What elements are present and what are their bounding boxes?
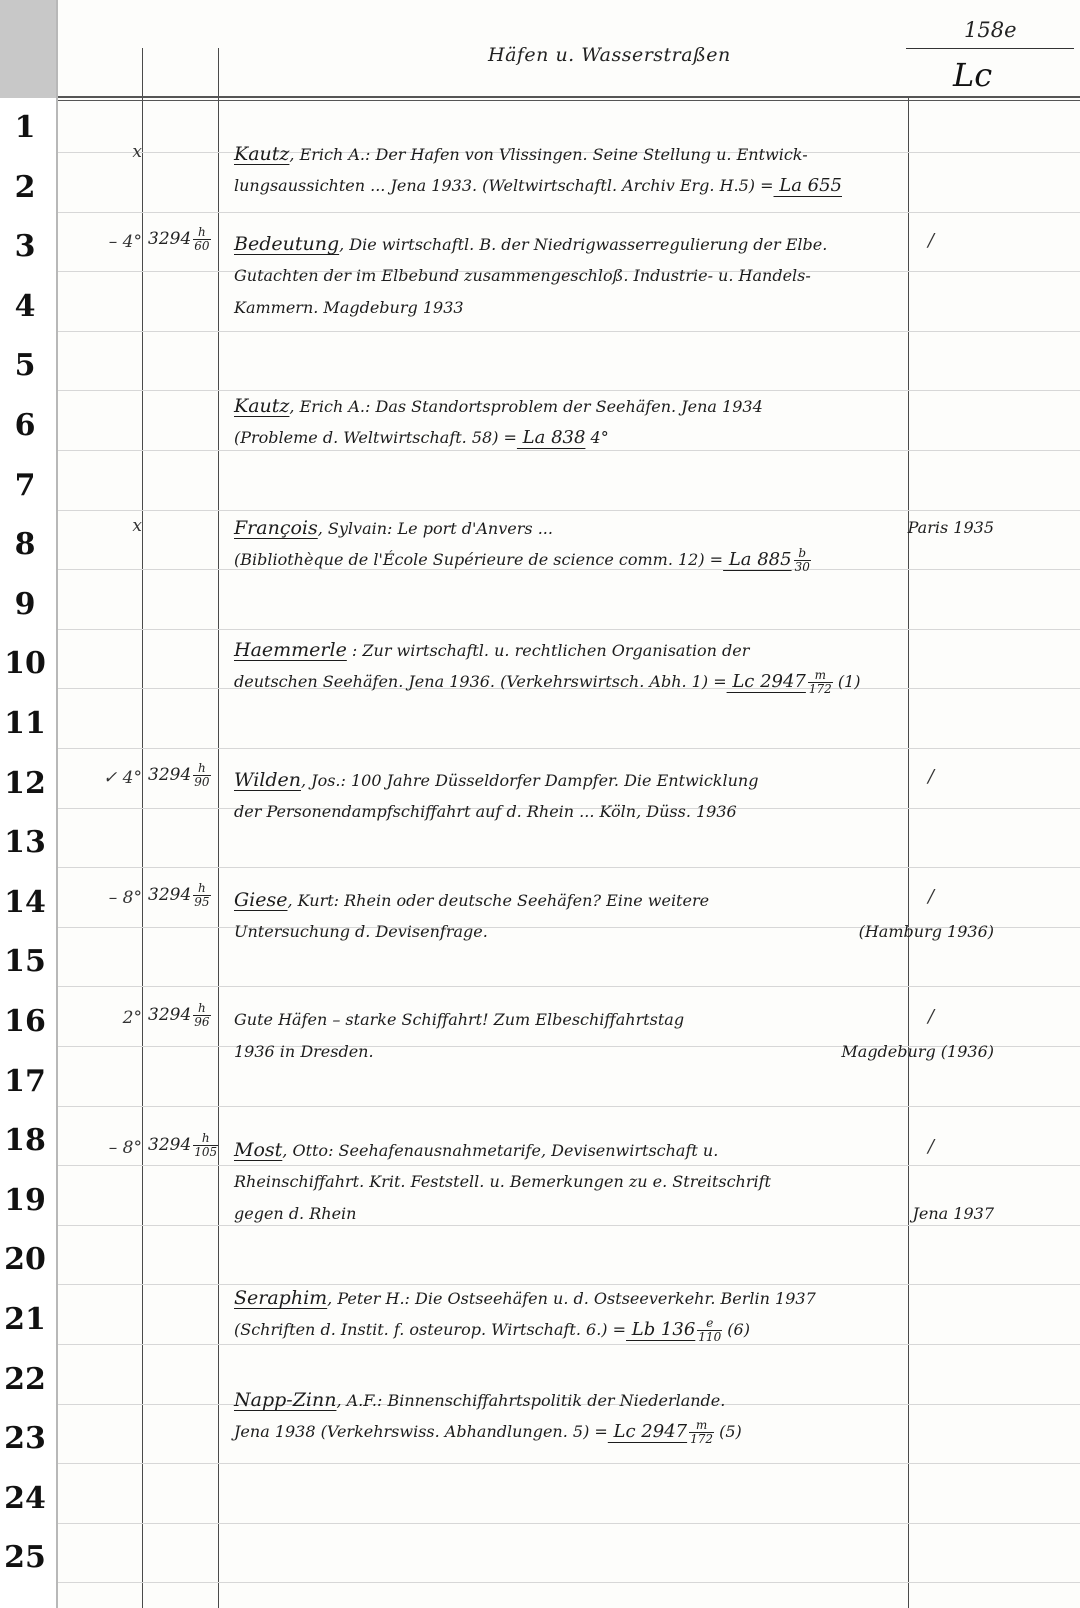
entry-text: (Schriften d. Instit. f. osteurop. Wirtschaft. 6.) = bbox=[234, 1320, 627, 1339]
bibliography-entry bbox=[234, 764, 994, 828]
bibliography-entry bbox=[234, 884, 994, 948]
margin-mark: x bbox=[132, 142, 142, 162]
entry-line bbox=[234, 544, 994, 576]
entry-text: Untersuchung d. Devisenfrage. bbox=[234, 922, 488, 941]
ruled-line bbox=[58, 748, 1080, 749]
fraction-denominator: 95 bbox=[194, 895, 210, 909]
line-number: 11 bbox=[4, 706, 46, 741]
check-mark: / bbox=[928, 230, 935, 251]
fraction-numerator: m bbox=[808, 669, 833, 683]
line-number: 21 bbox=[4, 1302, 46, 1337]
call-number bbox=[148, 882, 211, 909]
shelfmark: La 885 bbox=[723, 549, 792, 570]
entry-text: der Personendampfschiffahrt auf d. Rhein ... Köln, Düss. 1936 bbox=[234, 802, 737, 821]
fraction-denominator: 96 bbox=[194, 1015, 210, 1029]
entry-line bbox=[234, 1282, 994, 1314]
ruled-line bbox=[58, 629, 1080, 630]
ruled-line bbox=[58, 212, 1080, 213]
column-divider-middle bbox=[218, 48, 219, 1608]
call-number bbox=[148, 762, 211, 789]
fraction-denominator: 105 bbox=[194, 1145, 218, 1159]
entry-line bbox=[234, 170, 994, 202]
ruled-line bbox=[58, 1523, 1080, 1524]
entry-line bbox=[234, 916, 994, 948]
line-number: 20 bbox=[4, 1242, 46, 1278]
entry-text: (Bibliothèque de l'École Supérieure de science comm. 12) = bbox=[234, 550, 724, 569]
column-divider-right bbox=[908, 98, 909, 1608]
entry-author: Kautz bbox=[234, 143, 290, 165]
line-number: 18 bbox=[4, 1123, 46, 1159]
entry-text: : Zur wirtschaftl. u. rechtlichen Organisation der bbox=[346, 641, 750, 660]
entry-author: François bbox=[234, 517, 318, 539]
fraction-numerator: h bbox=[193, 1132, 218, 1146]
shelfmark-suffix: 4° bbox=[585, 428, 609, 447]
fraction-denominator: 172 bbox=[808, 682, 832, 696]
bibliography-entry bbox=[234, 1384, 994, 1448]
entry-text: , Die wirtschaftl. B. der Niedrigwasserregulierung der Elbe. bbox=[339, 235, 828, 254]
entry-author: Seraphim bbox=[234, 1287, 328, 1309]
fraction bbox=[808, 669, 833, 696]
line-number: 14 bbox=[4, 884, 46, 920]
entry-line bbox=[234, 884, 994, 916]
ruled-line bbox=[58, 510, 1080, 511]
entry-line bbox=[234, 1166, 994, 1198]
fraction-numerator: b bbox=[794, 547, 811, 561]
line-number: 22 bbox=[4, 1361, 46, 1397]
line-number: 4 bbox=[14, 288, 36, 324]
entry-text: , A.F.: Binnenschiffahrtspolitik der Niederlande. bbox=[336, 1391, 726, 1410]
line-number: 5 bbox=[14, 348, 36, 384]
entry-author: Wilden bbox=[234, 769, 301, 791]
fraction bbox=[193, 1002, 210, 1029]
ruled-line bbox=[58, 986, 1080, 987]
entry-line bbox=[234, 1004, 994, 1036]
shelf-signature: Lc bbox=[953, 56, 993, 94]
fraction-numerator: m bbox=[689, 1419, 714, 1433]
check-mark: / bbox=[928, 1006, 935, 1027]
call-number bbox=[148, 226, 211, 253]
entry-place-year: Jena 1937 bbox=[912, 1204, 994, 1223]
fraction bbox=[193, 762, 210, 789]
entry-text: 1936 in Dresden. bbox=[234, 1042, 374, 1061]
fraction bbox=[689, 1419, 714, 1446]
margin-mark: – 4° bbox=[108, 232, 142, 252]
entry-text: , Kurt: Rhein oder deutsche Seehäfen? Eine weitere bbox=[287, 891, 710, 910]
fraction bbox=[193, 882, 210, 909]
entry-text: Gute Häfen – starke Schiffahrt! Zum Elbeschiffahrtstag bbox=[234, 1010, 685, 1029]
entry-author: Napp-Zinn bbox=[234, 1389, 337, 1411]
fraction-numerator: h bbox=[193, 226, 210, 240]
line-number: 17 bbox=[4, 1063, 46, 1099]
entry-author: Most bbox=[234, 1139, 283, 1161]
margin-mark: – 8° bbox=[108, 1138, 142, 1158]
line-number: 7 bbox=[14, 467, 36, 503]
page-number-underline bbox=[906, 48, 1074, 49]
entry-text: deutschen Seehäfen. Jena 1936. (Verkehrswirtsch. Abh. 1) = bbox=[234, 672, 727, 691]
entry-line bbox=[234, 138, 994, 170]
ruled-line bbox=[58, 331, 1080, 332]
fraction-numerator: e bbox=[697, 1317, 722, 1331]
entry-line bbox=[234, 1036, 994, 1068]
line-number: 9 bbox=[14, 586, 36, 622]
bibliography-entry bbox=[234, 228, 994, 324]
entry-text: Jena 1938 (Verkehrswiss. Abhandlungen. 5) = bbox=[234, 1422, 608, 1441]
line-number: 24 bbox=[4, 1480, 46, 1516]
line-number: 15 bbox=[4, 944, 46, 980]
fraction-denominator: 30 bbox=[794, 560, 810, 574]
fraction-denominator: 110 bbox=[698, 1330, 722, 1344]
entry-text: , Erich A.: Der Hafen von Vlissingen. Seine Stellung u. Entwick- bbox=[289, 145, 808, 164]
entry-line bbox=[234, 1198, 994, 1230]
fraction bbox=[193, 1132, 218, 1159]
entry-author: Bedeutung bbox=[234, 233, 340, 255]
entry-line bbox=[234, 634, 994, 666]
call-number bbox=[148, 1002, 211, 1029]
column-divider-left bbox=[142, 48, 143, 1608]
line-numbers bbox=[0, 0, 56, 1608]
entry-line bbox=[234, 764, 994, 796]
entry-text: (Probleme d. Weltwirtschaft. 58) = bbox=[234, 428, 517, 447]
entry-author: Haemmerle bbox=[234, 639, 347, 661]
line-number: 6 bbox=[14, 408, 36, 443]
line-number: 1 bbox=[14, 110, 36, 145]
ruled-line bbox=[58, 1582, 1080, 1583]
header-rule bbox=[58, 96, 1080, 98]
line-number: 2 bbox=[14, 169, 36, 205]
entry-author: Giese bbox=[234, 889, 288, 911]
call-number-base: 3294 bbox=[148, 765, 192, 785]
bibliography-entry bbox=[234, 1282, 994, 1346]
line-number: 23 bbox=[4, 1421, 46, 1457]
bibliography-entry bbox=[234, 512, 994, 576]
margin-mark: – 8° bbox=[108, 888, 142, 908]
bibliography-entry bbox=[234, 390, 994, 454]
call-number bbox=[148, 1132, 218, 1159]
fraction-denominator: 172 bbox=[690, 1432, 714, 1446]
call-number-base: 3294 bbox=[148, 1135, 192, 1155]
check-mark: / bbox=[928, 886, 935, 907]
shelfmark-suffix: (1) bbox=[832, 672, 861, 691]
shelfmark: La 655 bbox=[773, 175, 842, 196]
check-mark: / bbox=[928, 766, 935, 787]
entry-place-year: (Hamburg 1936) bbox=[858, 922, 994, 941]
margin-mark: 2° bbox=[122, 1008, 142, 1028]
line-number: 3 bbox=[14, 229, 36, 265]
shelfmark: Lc 2947 bbox=[726, 671, 806, 692]
bibliography-entry bbox=[234, 634, 994, 698]
entry-line bbox=[234, 260, 994, 292]
entry-line bbox=[234, 1384, 994, 1416]
entry-text: gegen d. Rhein bbox=[234, 1204, 357, 1223]
bibliography-entry bbox=[234, 138, 994, 202]
entry-line bbox=[234, 228, 994, 260]
entry-line bbox=[234, 390, 994, 422]
bibliography-entry bbox=[234, 1134, 994, 1230]
shelfmark: La 838 bbox=[516, 427, 586, 448]
ruled-line bbox=[58, 1463, 1080, 1464]
shelfmark: Lc 2947 bbox=[607, 1421, 688, 1442]
call-number-base: 3294 bbox=[148, 1005, 192, 1025]
entry-text: , Peter H.: Die Ostseehäfen u. d. Ostseeverkehr. Berlin 1937 bbox=[327, 1289, 816, 1308]
entry-text: , Jos.: 100 Jahre Düsseldorfer Dampfer. Die Entwicklung bbox=[301, 771, 759, 790]
entry-text: lungsaussichten ... Jena 1933. (Weltwirtschaftl. Archiv Erg. H.5) = bbox=[234, 176, 774, 195]
ledger-page bbox=[58, 0, 1080, 1608]
fraction-numerator: h bbox=[193, 882, 210, 896]
shelfmark-suffix: (6) bbox=[722, 1320, 750, 1339]
entry-line bbox=[234, 1416, 994, 1448]
entry-text: Gutachten der im Elbebund zusammengeschloß. Industrie- u. Handels- bbox=[234, 266, 811, 285]
page-number: 158e bbox=[964, 18, 1017, 42]
entry-line bbox=[234, 796, 994, 828]
line-number: 12 bbox=[4, 765, 46, 801]
shelfmark: Lb 136 bbox=[626, 1319, 696, 1340]
fraction-denominator: 60 bbox=[194, 239, 210, 253]
line-number: 8 bbox=[14, 527, 36, 563]
fraction bbox=[794, 547, 811, 574]
entry-text: Rheinschiffahrt. Krit. Feststell. u. Bemerkungen zu e. Streitschrift bbox=[234, 1172, 771, 1191]
entry-line bbox=[234, 422, 994, 454]
call-number-base: 3294 bbox=[148, 885, 192, 905]
shelfmark-suffix: (5) bbox=[714, 1422, 742, 1441]
header-rule-second bbox=[58, 100, 1080, 101]
fraction bbox=[697, 1317, 722, 1344]
page-title: Häfen u. Wasserstraßen bbox=[488, 44, 731, 66]
ruled-line bbox=[58, 1106, 1080, 1107]
line-number: 25 bbox=[4, 1540, 46, 1576]
line-number: 19 bbox=[4, 1182, 46, 1218]
entry-line bbox=[234, 1134, 994, 1166]
fraction-numerator: h bbox=[193, 1002, 210, 1016]
ruled-line bbox=[58, 867, 1080, 868]
entry-text: , Sylvain: Le port d'Anvers ... bbox=[317, 519, 553, 538]
entry-text: Kammern. Magdeburg 1933 bbox=[234, 298, 464, 317]
entry-place-year: Magdeburg (1936) bbox=[841, 1042, 994, 1061]
line-number: 13 bbox=[4, 825, 46, 861]
entry-text: , Erich A.: Das Standortsproblem der Seehäfen. Jena 1934 bbox=[289, 397, 763, 416]
entry-line bbox=[234, 292, 994, 324]
margin-mark: x bbox=[132, 516, 142, 536]
entry-text: , Otto: Seehafenausnahmetarife, Devisenwirtschaft u. bbox=[282, 1141, 719, 1160]
line-number: 16 bbox=[4, 1004, 46, 1039]
call-number-base: 3294 bbox=[148, 229, 192, 249]
bibliography-entry bbox=[234, 1004, 994, 1068]
line-number: 10 bbox=[4, 646, 46, 682]
entry-line bbox=[234, 666, 994, 698]
entry-author: Kautz bbox=[234, 395, 290, 417]
fraction bbox=[193, 226, 210, 253]
entry-place-year: Paris 1935 bbox=[907, 518, 994, 537]
entry-line bbox=[234, 512, 994, 544]
check-mark: / bbox=[928, 1136, 935, 1157]
fraction-numerator: h bbox=[193, 762, 210, 776]
margin-mark: ✓ 4° bbox=[103, 768, 142, 788]
entry-line bbox=[234, 1314, 994, 1346]
fraction-denominator: 90 bbox=[194, 775, 210, 789]
